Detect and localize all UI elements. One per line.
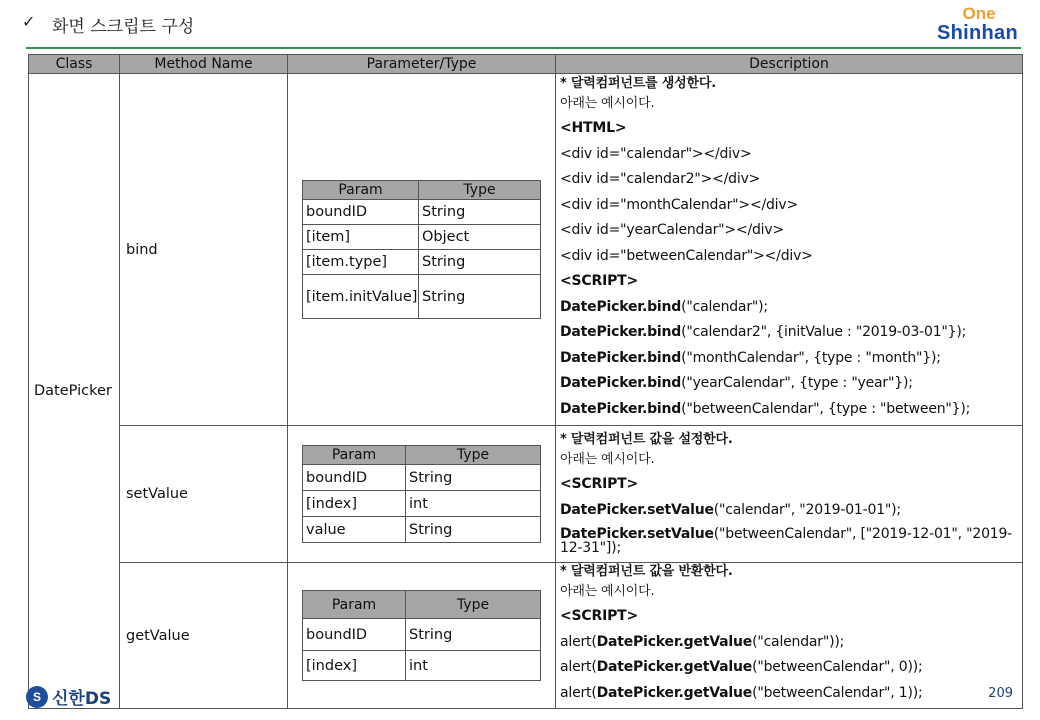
code-line: <div id="yearCalendar"></div> (560, 222, 784, 239)
param-cell (288, 426, 556, 563)
one-shinhan-logo (922, 6, 1018, 44)
code-line (560, 523, 1018, 555)
header-method-name: Method Name (120, 55, 288, 74)
param-name: [index] (303, 491, 406, 517)
code-line: <div id="betweenCalendar"></div> (560, 247, 813, 264)
table-row (29, 426, 1023, 563)
code-line (560, 498, 1018, 524)
description-heading: * 달력컴퍼넌트 값을 반환한다. (560, 563, 733, 579)
code-alert: alert( (560, 684, 597, 701)
code-line: <div id="calendar2"></div> (560, 171, 761, 188)
code-arguments: ("monthCalendar", {type : "month"}); (681, 349, 941, 366)
param-row (303, 651, 541, 681)
code-arguments: ("calendar2", {initValue : "2019-03-01"}); (681, 324, 967, 341)
shinhan-ds-logo (26, 684, 111, 709)
param-header: Param (303, 591, 406, 619)
param-table (302, 180, 541, 319)
code-arguments: ("yearCalendar", {type : "year"}); (681, 375, 913, 392)
param-table (302, 590, 541, 681)
script-tag-label: <SCRIPT> (560, 476, 639, 493)
code-function: DatePicker.getValue (596, 633, 753, 650)
method-table (28, 54, 1023, 709)
param-type: String (406, 619, 541, 651)
param-name: boundID (303, 200, 419, 225)
table-row (29, 563, 1023, 709)
script-tag-label: <SCRIPT> (560, 608, 639, 625)
param-type: String (419, 275, 541, 319)
description-example-label: 아래는 예시이다. (560, 95, 655, 111)
header-description: Description (556, 55, 1023, 74)
code-line (560, 630, 1018, 656)
param-type: Object (419, 225, 541, 250)
description-example-label: 아래는 예시이다. (560, 451, 655, 467)
description-heading: * 달력컴퍼넌트를 생성한다. (560, 75, 716, 91)
param-row (303, 619, 541, 651)
script-tag-label: <SCRIPT> (560, 273, 639, 290)
code-function: DatePicker.bind (560, 349, 682, 366)
code-alert: alert( (560, 659, 597, 676)
param-type: String (419, 250, 541, 275)
table-row (29, 74, 1023, 426)
logo-shinhan-text: Shinhan (937, 22, 1018, 44)
code-line (560, 320, 1018, 346)
param-type: String (406, 517, 541, 543)
param-cell (288, 563, 556, 709)
code-function: DatePicker.setValue (560, 526, 714, 543)
code-line (560, 655, 1018, 681)
page-header (0, 0, 1040, 50)
code-line (560, 295, 1018, 321)
param-row (303, 200, 541, 225)
type-header: Type (406, 446, 541, 465)
param-name: [item.type] (303, 250, 419, 275)
code-line: <div id="monthCalendar"></div> (560, 196, 798, 213)
description-cell (556, 426, 1023, 563)
page-title: 화면 스크립트 구성 (52, 17, 195, 37)
code-arguments: ("betweenCalendar", 1)); (752, 684, 923, 701)
param-type: int (406, 651, 541, 681)
header-parameter-type: Parameter/Type (288, 55, 556, 74)
page-number: 209 (988, 686, 1013, 701)
header-divider (26, 47, 1021, 49)
param-cell (288, 74, 556, 426)
param-header: Param (303, 446, 406, 465)
code-function: DatePicker.bind (560, 324, 682, 341)
shinhan-ds-text: 신한DS (52, 689, 112, 709)
code-arguments: ("calendar")); (752, 633, 845, 650)
code-function: DatePicker.bind (560, 298, 682, 315)
checkmark-icon: ✓ (22, 12, 36, 31)
description-example-label: 아래는 예시이다. (560, 583, 655, 599)
table-header-row (29, 55, 1023, 74)
code-line (560, 681, 1018, 707)
type-header: Type (419, 181, 541, 200)
shinhan-emblem-icon: S (26, 686, 48, 708)
param-row (303, 225, 541, 250)
param-name: value (303, 517, 406, 543)
code-arguments: ("calendar"); (681, 298, 768, 315)
code-line (560, 371, 1018, 397)
param-type: String (406, 465, 541, 491)
param-row (303, 275, 541, 319)
param-table (302, 445, 541, 543)
param-header: Param (303, 181, 419, 200)
class-cell: DatePicker (29, 74, 120, 709)
method-name-cell: setValue (120, 426, 288, 563)
param-type: String (419, 200, 541, 225)
code-function: DatePicker.bind (560, 400, 682, 417)
code-arguments: ("betweenCalendar", 0)); (752, 659, 923, 676)
method-name-cell: bind (120, 74, 288, 426)
code-alert: alert( (560, 633, 597, 650)
param-type: int (406, 491, 541, 517)
code-arguments: ("calendar", "2019-01-01"); (713, 501, 901, 518)
html-tag-label: <HTML> (560, 120, 627, 137)
code-function: DatePicker.setValue (560, 501, 714, 518)
param-name: [item.initValue] (303, 275, 419, 319)
code-function: DatePicker.bind (560, 375, 682, 392)
logo-one-text: One (962, 4, 996, 23)
param-name: [item] (303, 225, 419, 250)
code-arguments: ("betweenCalendar", ["2019-12-01", "2019-12-31"]); (560, 526, 1013, 557)
code-line: <div id="calendar"></div> (560, 145, 752, 162)
description-heading: * 달력컴퍼넌트 값을 설정한다. (560, 431, 733, 447)
description-cell (556, 563, 1023, 709)
param-row (303, 517, 541, 543)
description-cell (556, 74, 1023, 426)
param-name: boundID (303, 465, 406, 491)
param-name: boundID (303, 619, 406, 651)
code-function: DatePicker.getValue (596, 684, 753, 701)
code-function: DatePicker.getValue (596, 659, 753, 676)
param-name: [index] (303, 651, 406, 681)
type-header: Type (406, 591, 541, 619)
code-line (560, 397, 1018, 423)
code-arguments: ("betweenCalendar", {type : "between"}); (681, 400, 971, 417)
header-class: Class (29, 55, 120, 74)
param-row (303, 250, 541, 275)
method-name-cell: getValue (120, 563, 288, 709)
code-line (560, 346, 1018, 372)
param-row (303, 465, 541, 491)
param-row (303, 491, 541, 517)
